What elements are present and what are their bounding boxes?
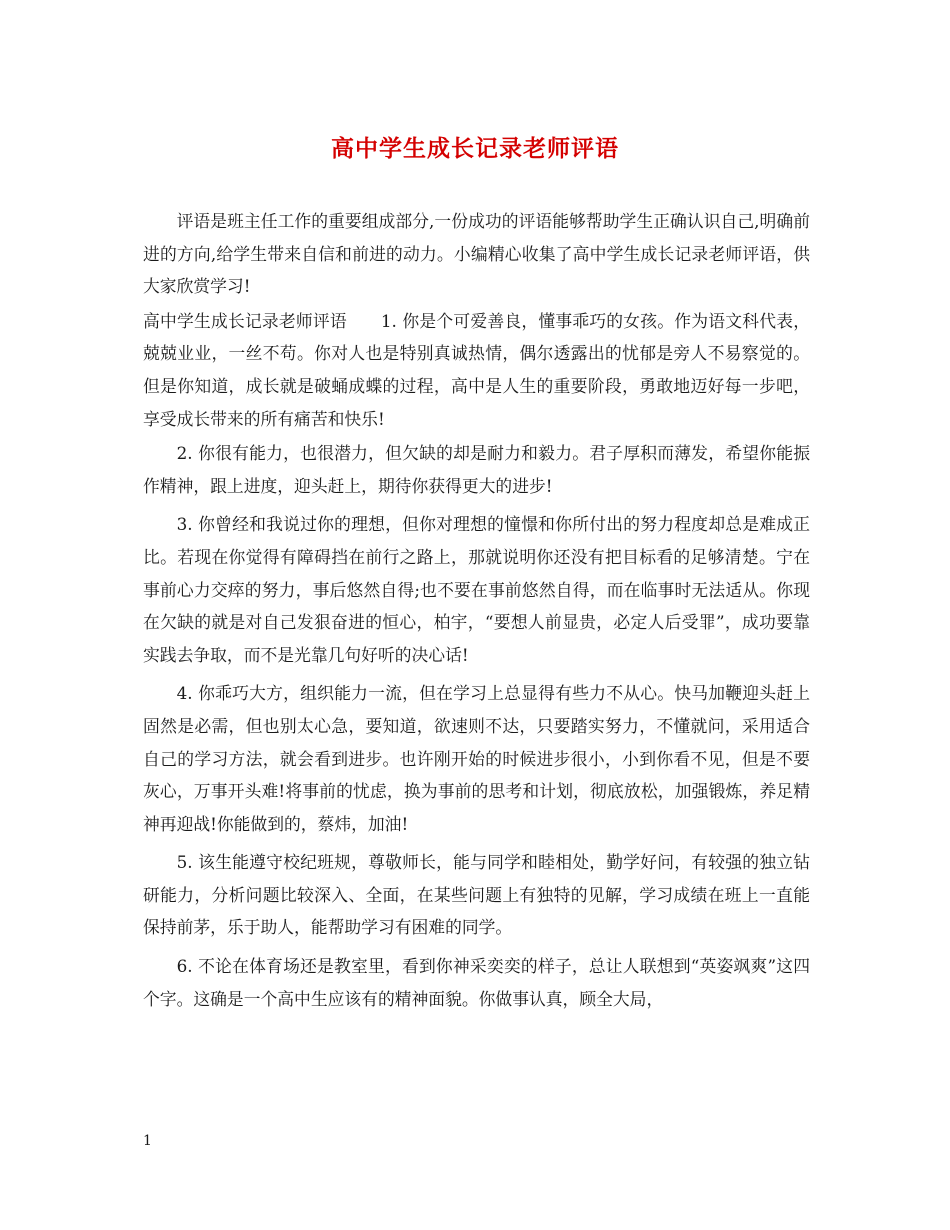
comment-paragraph-3: 3. 你曾经和我说过你的理想，但你对理想的憧憬和你所付出的努力程度却总是难成正比。若现在你觉得有障碍挡在前行之路上，那就说明你还没有把目标看的足够清楚。宁在事前心力交瘁的努力，事后悠然自得;也不要在事前悠然自得，而在临事时无法适从。你现在欠缺的就是对自己发狠奋进的恒心，柏宇，“要想人前显贵，必定人后受罪”，成功要靠实践去争取，而不是光靠几句好听的决心话! xyxy=(143,514,810,665)
intro-paragraph: 评语是班主任工作的重要组成部分,一份成功的评语能够帮助学生正确认识自己,明确前进的方向,给学生带来自信和前进的动力。小编精心收集了高中学生成长记录老师评语，供大家欣赏学习! xyxy=(143,211,810,297)
comment-paragraph-6: 6. 不论在体育场还是教室里，看到你神采奕奕的样子，总让人联想到“英姿飒爽”这四个字。这确是一个高中生应该有的精神面貌。你做事认真，顾全大局， xyxy=(143,956,810,1009)
comment-paragraph-2: 2. 你很有能力，也很潜力，但欠缺的却是耐力和毅力。君子厚积而薄发，希望你能振作精神，跟上进度，迎头赶上，期待你获得更大的进步! xyxy=(143,443,810,496)
document-body xyxy=(143,205,810,1021)
comment-paragraph-1: 高中学生成长记录老师评语 1. 你是个可爱善良，懂事乖巧的女孩。作为语文科代表，兢兢业业，一丝不苟。你对人也是特别真诚热情，偶尔透露出的忧郁是旁人不易察觉的。但是你知道，成长就是破蛹成蝶的过程，高中是人生的重要阶段，勇敢地迈好每一步吧，享受成长带来的所有痛苦和快乐! xyxy=(143,310,810,429)
comment-paragraph-5: 5. 该生能遵守校纪班规，尊敬师长，能与同学和睦相处，勤学好问，有较强的独立钻研能力，分析问题比较深入、全面，在某些问题上有独特的见解，学习成绩在班上一直能保持前茅，乐于助人，能帮助学习有困难的同学。 xyxy=(143,852,810,938)
page-number: 1 xyxy=(143,1133,152,1149)
comment-paragraph-4: 4. 你乖巧大方，组织能力一流，但在学习上总显得有些力不从心。快马加鞭迎头赶上固然是必需，但也别太心急，要知道，欲速则不达，只要踏实努力，不懂就问，采用适合自己的学习方法，就会看到进步。也许刚开始的时候进步很小，小到你看不见，但是不要灰心，万事开头难!将事前的忧虑，换为事前的思考和计划，彻底放松，加强锻炼，养足精神再迎战!你能做到的，蔡炜，加油! xyxy=(143,683,810,834)
document-title: 高中学生成长记录老师评语 xyxy=(331,135,619,162)
